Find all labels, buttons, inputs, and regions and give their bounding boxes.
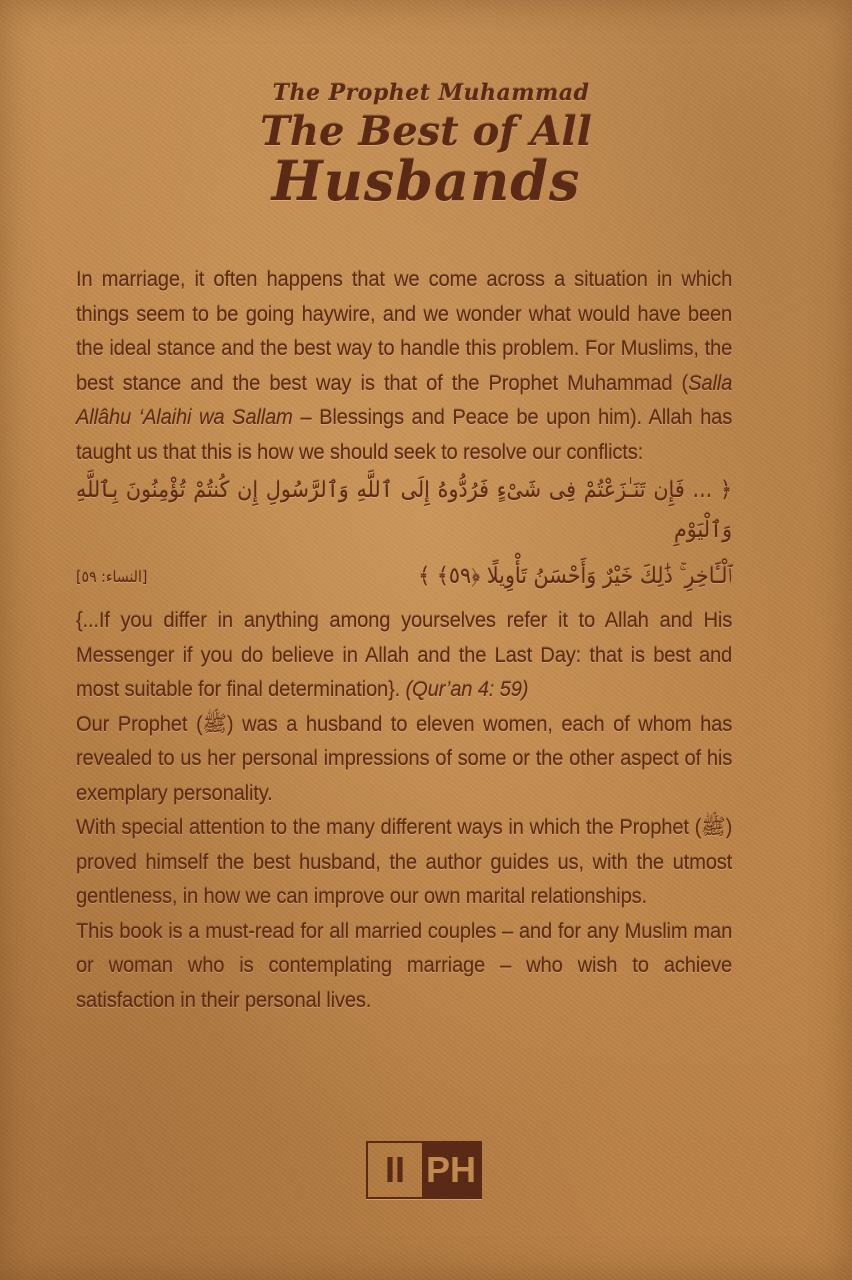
quran-arabic-line-2-row	[76, 557, 732, 597]
intro-text: In marriage, it often happens that we come across a situation in which things seem to be going haywire, and we wonder what would have been the ideal stance and the best way to handle this problem. For Muslims, the best stance and the best way is that of the Prophet Muhammad (	[76, 267, 733, 395]
quran-arabic-line-1: ﴿ ... فَإِن تَنَـٰزَعْتُمْ فِى شَىْءٍ فَرُدُّوهُ إِلَى ٱللَّهِ وَٱلرَّسُولِ إِن كُنتُمْ تُؤْمِنُونَ بِٱللَّهِ وَٱلْيَوْمِ	[76, 478, 733, 543]
title-line-1: The Best of All	[260, 108, 592, 155]
salutation-italic: Salla Allâhu ‘Alaihi wa Sallam	[76, 370, 733, 429]
paragraph-translation	[76, 603, 732, 707]
paragraph-intro	[76, 262, 732, 469]
intro-text-end: – Blessings and Peace be upon him). Allah has taught us that this is how we should seek to resolve our conflicts:	[76, 405, 733, 464]
title-line-2: Husbands	[271, 149, 581, 213]
quran-arabic-line-2: ٱلْـَٔاخِرِ ۚ ذَٰلِكَ خَيْرٌ وَأَحْسَنُ تَأْوِيلًا ﴿٥٩﴾ ﴾	[418, 564, 733, 589]
iiph-logo	[366, 1141, 482, 1199]
paragraph-wives: Our Prophet (ﷺ) was a husband to eleven women, each of whom has revealed to us her personal impressions of some or the other aspect of his exemplary personality.	[76, 711, 733, 805]
title-subtitle: The Prophet Muhammad	[272, 80, 590, 106]
paragraph-author: With special attention to the many different ways in which the Prophet (ﷺ) proved himself the best husband, the author guides us, with the utmost gentleness, in how we can improve our own marital relationships.	[76, 815, 733, 908]
logo-left-text: II	[384, 1149, 405, 1190]
translation-text: {...If you differ in anything among yourselves refer it to Allah and His Messenger if you do believe in Allah and the Last Day: that is best and most suitable for final determination}.	[76, 608, 733, 701]
paragraph-recommendation: This book is a must-read for all married couples – and for any Muslim man or woman who is contemplating marriage – who wish to achieve satisfaction in their personal lives.	[76, 918, 733, 1012]
quran-reference: (Qur’an 4: 59)	[400, 677, 529, 701]
title-block	[0, 80, 852, 213]
quran-reference-arabic: [النساء: ٥٩]	[76, 568, 148, 586]
blurb-text	[76, 262, 732, 1017]
logo-right-text: PH	[422, 1143, 480, 1197]
